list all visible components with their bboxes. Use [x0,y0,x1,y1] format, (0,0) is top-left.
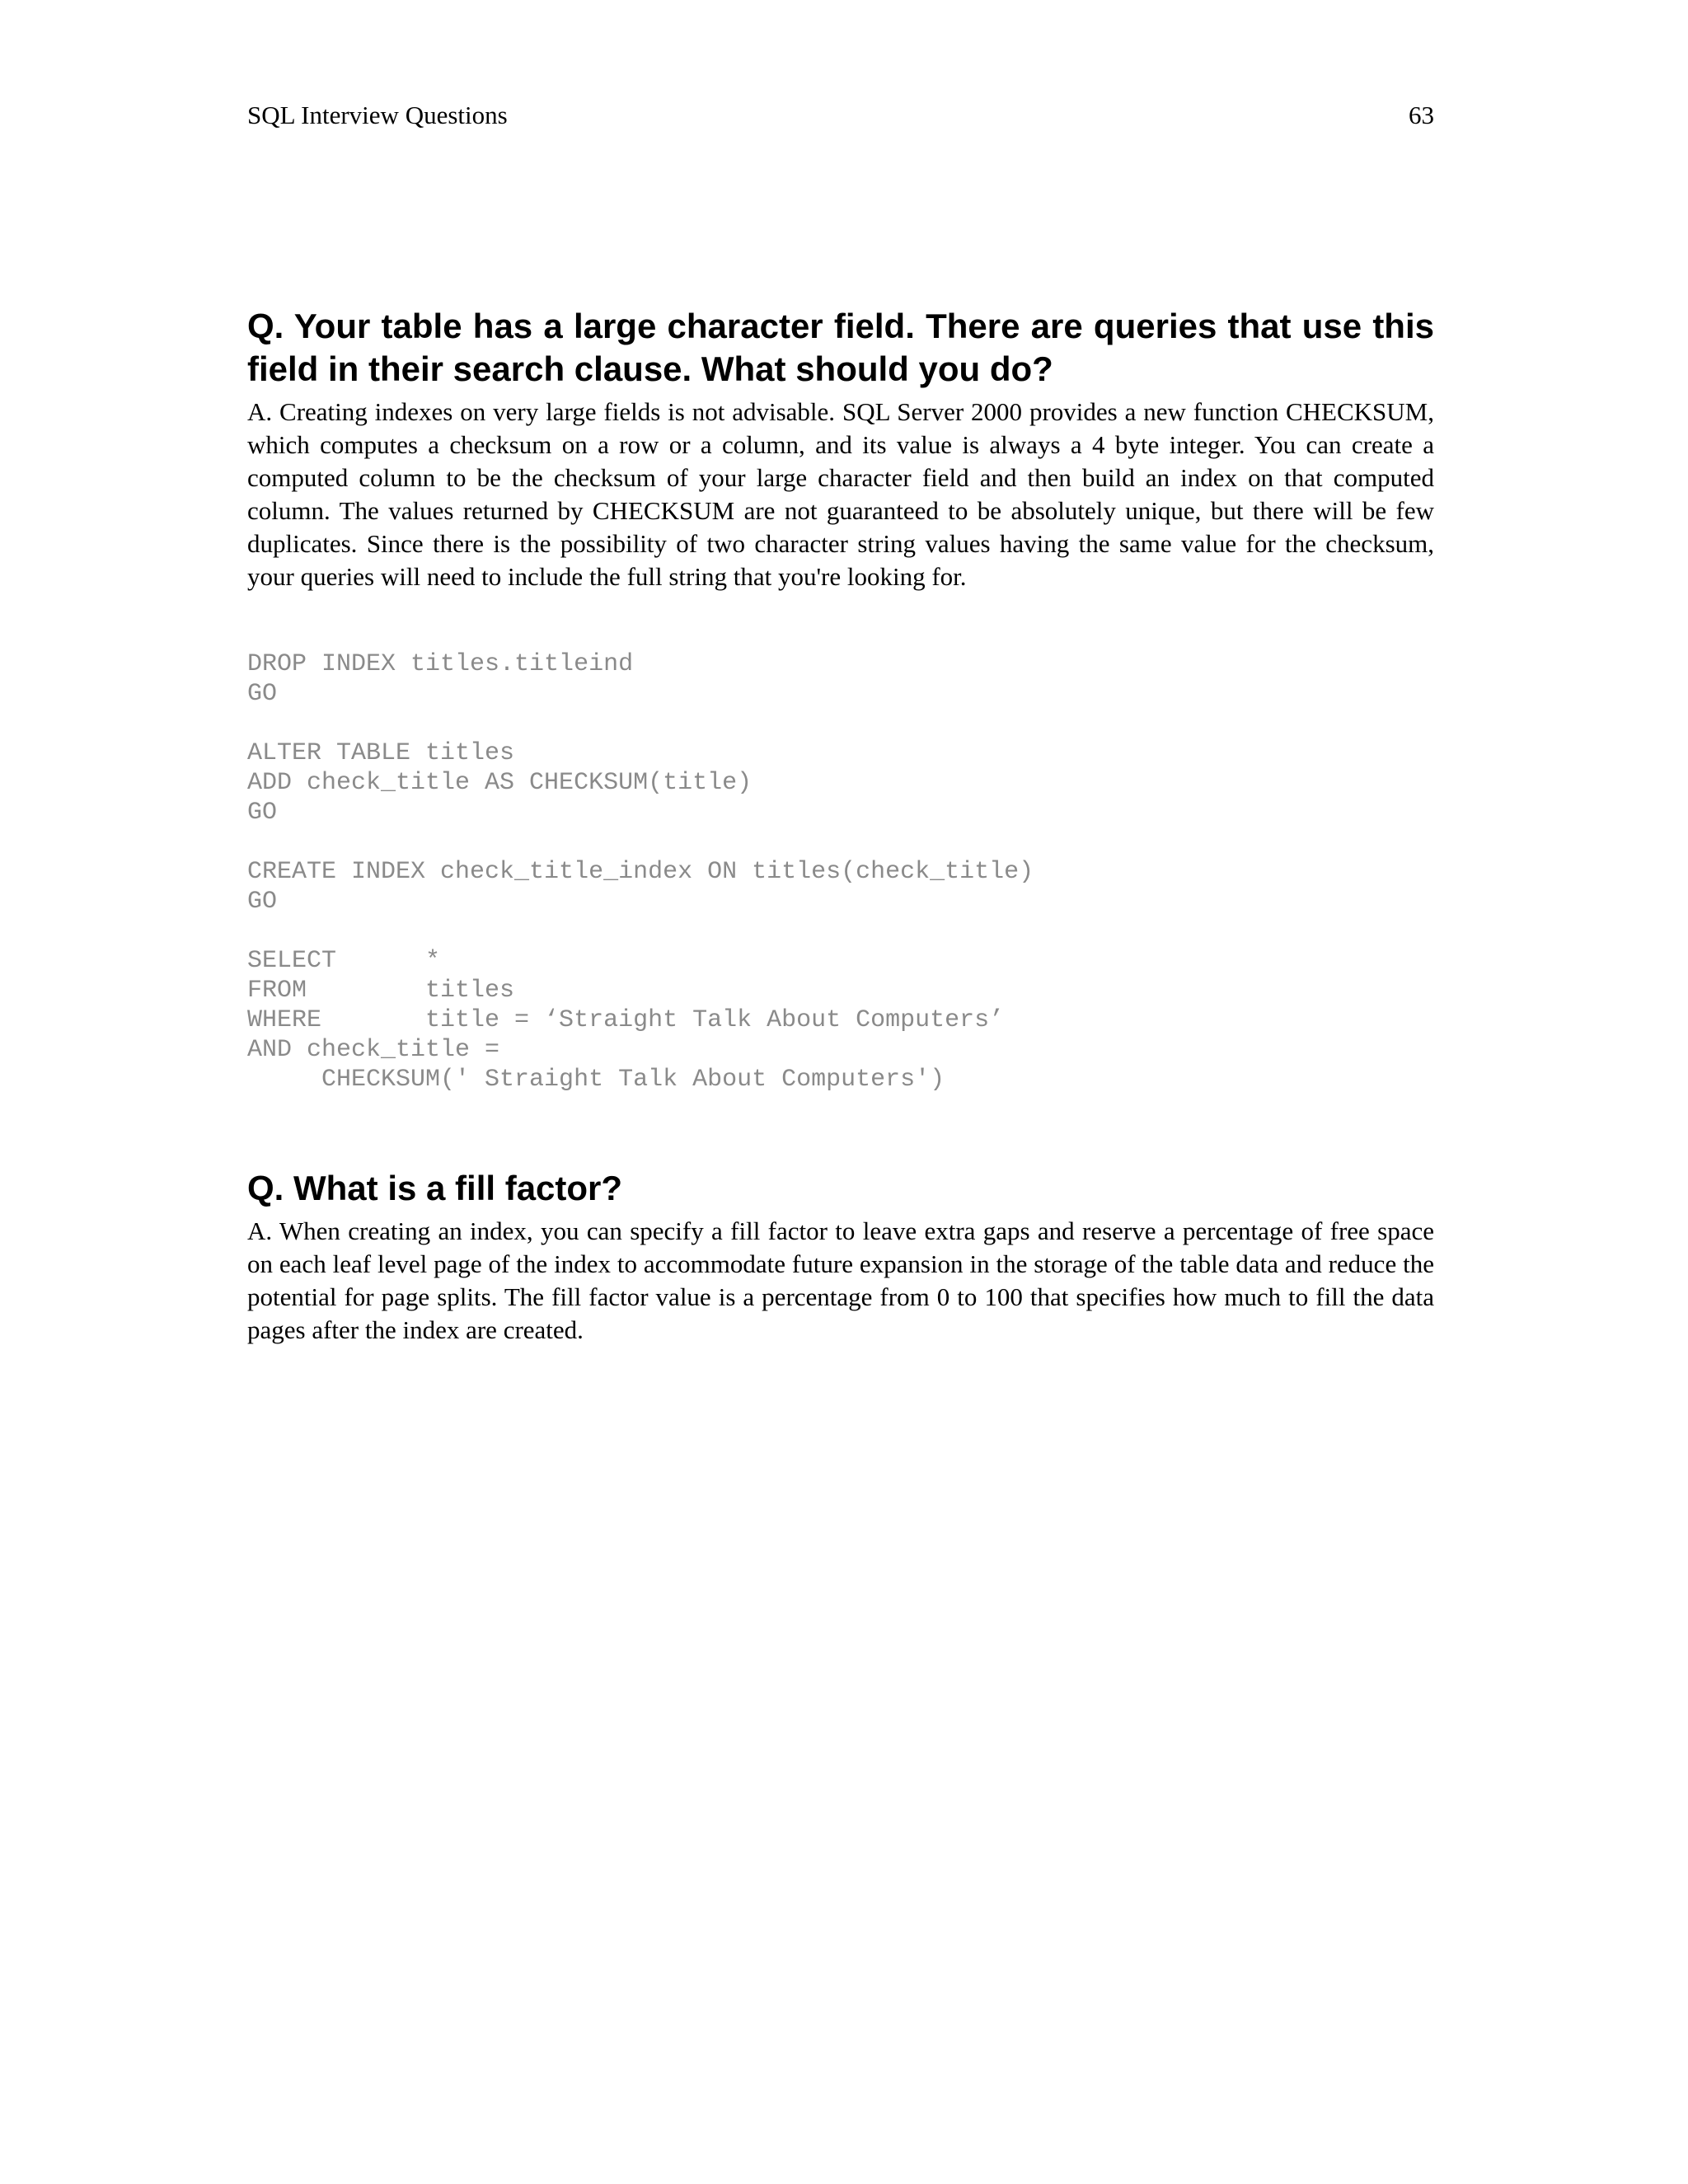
page-content [247,305,1434,1347]
running-header [247,99,1434,132]
code-sample: DROP INDEX titles.titleind GO ALTER TABLE titles ADD check_title AS CHECKSUM(title) GO CREATE INDEX check_title_index ON titles(check_title) GO SELECT * FROM titles WHERE title = ‘Straight Talk About Computers’ AND check_title = CHECKSUM(' Straight Talk About Computers') [247,650,1034,1094]
question-section-fill-factor [247,1167,1434,1347]
question-heading: Q. What is a fill factor? [247,1169,623,1207]
question-section-checksum [247,305,1434,1094]
header-title: SQL Interview Questions [247,101,508,129]
question-heading: Q. Your table has a large character field. There are queries that use this field in their search clause. What should you do? [247,307,1434,388]
page-number: 63 [1409,101,1434,129]
answer-paragraph: A. When creating an index, you can specify a fill factor to leave extra gaps and reserve a percentage of free space on each leaf level page of the index to accommodate future expansion in the storage of the table data and reduce the potential for page splits. The fill factor value is a percentage from 0 to 100 that specifies how much to fill the data pages after the index are created. [247,1216,1434,1344]
answer-paragraph: A. Creating indexes on very large fields is not advisable. SQL Server 2000 provides a new function CHECKSUM, which computes a checksum on a row or a column, and its value is always a 4 byte integer. You can create a computed column to be the checksum of your large character field and then build an index on that computed column. The values returned by CHECKSUM are not guaranteed to be absolutely unique, but there will be few duplicates. Since there is the possibility of two character string values having the same value for the checksum, your queries will need to include the full string that you're looking for. [247,397,1434,591]
